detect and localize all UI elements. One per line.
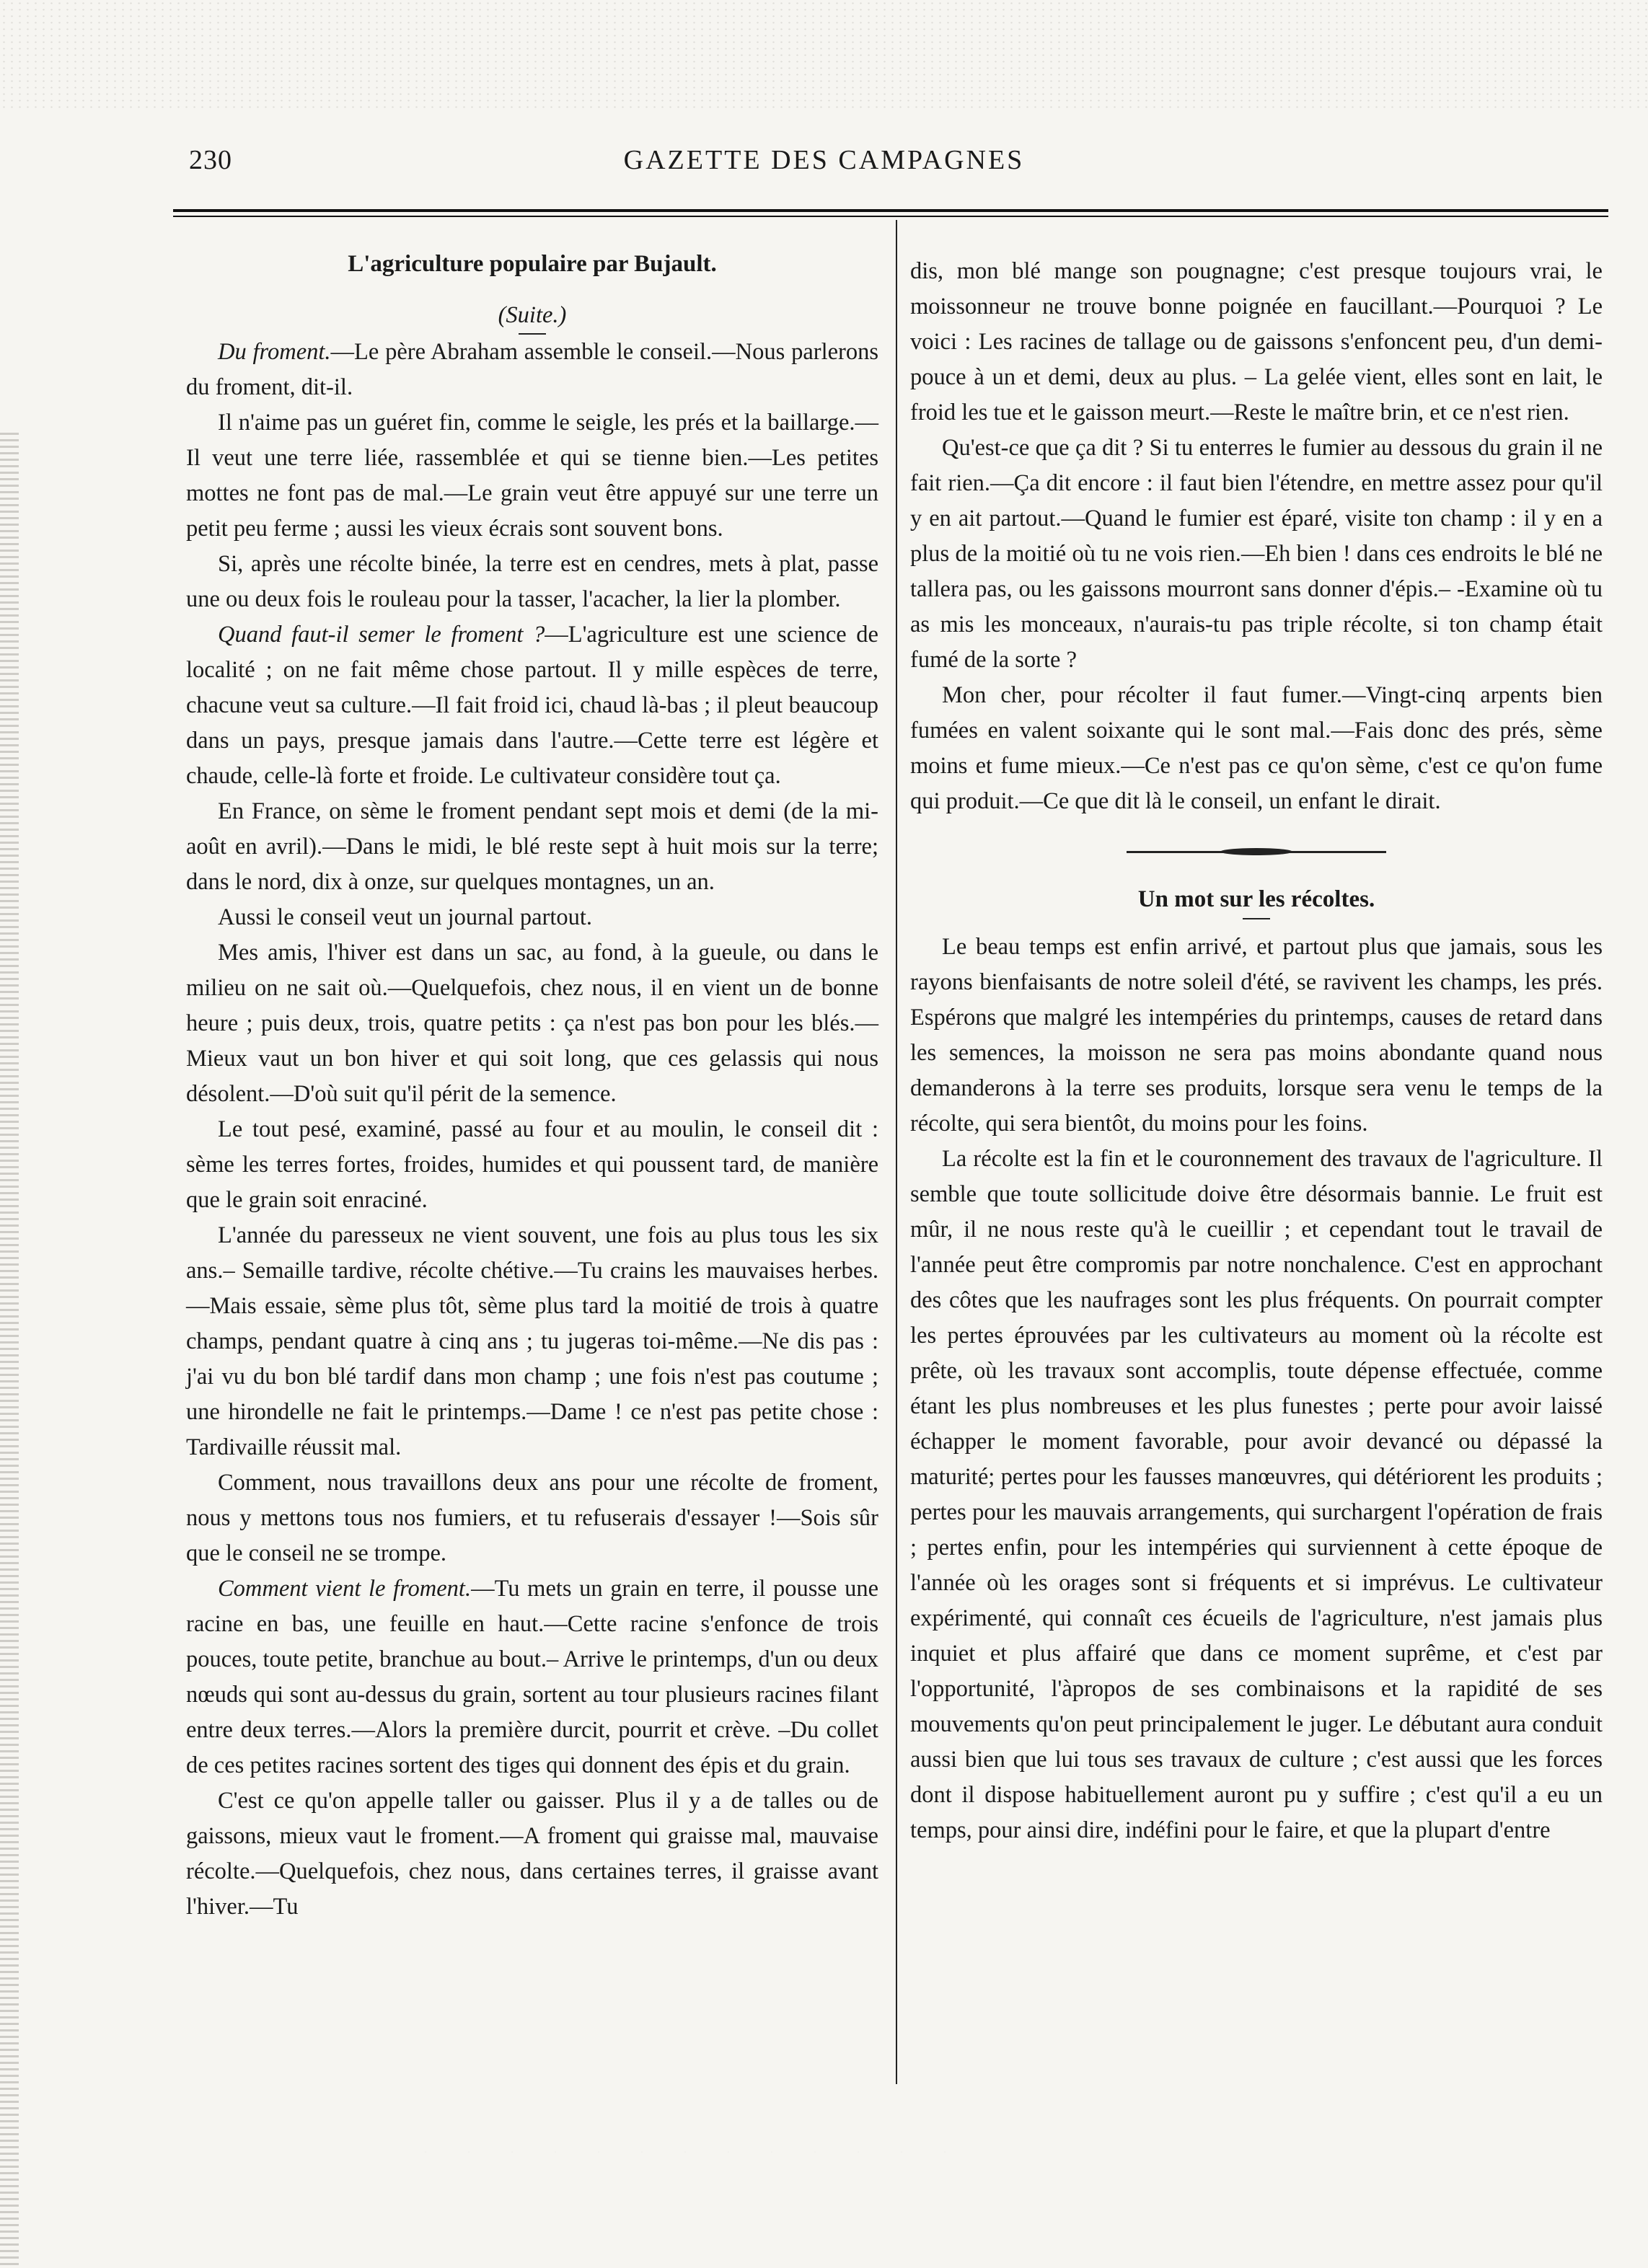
paragraph-text: —Tu mets un grain en terre, il pousse une racine en bas, une feuille en haut.—Cette racine s'enfonce de trois pouces, toute petite, branchue au bout.– Arrive le printemps, d'un ou deux nœuds qui sont au-dessus du grain, sortent au tour plusieurs racines filant entre deux terres.—Alors la première durcit, pourrit et crève. –Du collet de ces petites racines sortent des tiges qui donnent des épis et du grain. [186,1576,878,1778]
article-title: L'agriculture populaire par Bujault. [348,251,717,277]
section-ornament [910,841,1603,862]
paragraph: Le beau temps est enfin arrivé, et partout plus que jamais, sous les rayons bienfaisants de notre soleil d'été, se ravivent les champs, les prés. Espérons que malgré les intempéries du printemps, causes de retard dans les semences, la moisson ne sera pas moins abondante quand nous demanderons à la terre ses produits, lorsque sera venu le temps de la récolte, qui sera bientôt, du moins pour les foins. [910,934,1603,1137]
paragraph: Aussi le conseil veut un journal partout. [218,904,593,930]
footer-specks [404,2149,981,2155]
header-rule-thick [173,209,1608,212]
left-column [186,245,878,1925]
paragraph-lead: Comment vient le froment. [218,1576,472,1602]
right-column [910,254,1603,1848]
paragraph: Mes amis, l'hiver est dans un sac, au fond, à la gueule, ou dans le milieu on ne sait où.—Quelquefois, chez nous, il en vient un de bonne heure ; puis deux, trois, quatre petits : ça n'est pas bon pour les blés.—Mieux vaut un bon hiver et qui soit long, que ces gelassis qui nous désolent.—D'où suit qu'il périt de la semence. [186,940,878,1107]
publication-title: GAZETTE DES CAMPAGNES [623,145,1025,175]
paragraph: Le tout pesé, examiné, passé au four et au moulin, le conseil dit : sème les terres fortes, froides, humides et qui poussent tard, de manière que le grain soit enraciné. [186,1116,878,1213]
paragraph-text: —L'agriculture est une science de localité ; on ne fait même chose partout. Il y mille espèces de terre, chacune veut sa culture.—Il fait froid ici, chaud là-bas ; il pleut beaucoup dans un pays, presque jamais dans l'autre.—Cette terre est légère et chaude, celle-là forte et froide. Le cultivateur considère tout ça. [186,622,878,789]
paragraph: La récolte est la fin et le couronnement des travaux de l'agriculture. Il semble que toute sollicitude doive être désormais bannie. Le fruit est mûr, il ne nous reste qu'à le cueillir ; et cependant tout le travail de l'année peut être compromis par notre nonchalence. C'est en approchant des côtes que les naufrages sont les plus fréquents. On pourrait compter les pertes éprouvées par les cultivateurs au moment où la récolte est prête, où les travaux sont accomplis, toute dépense effectuée, comme étant les plus nombreuses et les plus funestes ; perte pour avoir laissé échapper le moment favorable, pour avoir devancé ou dépassé la maturité; pertes pour les fausses manœuvres, qui détériorent les produits ; pertes pour les mauvais arrangements, qui surchargent l'opération de frais ; pertes enfin, pour les intempéries qui surviennent à cette époque de l'année où les orages sont si fréquents et si imprévus. Le cultivateur expérimenté, qui connaît ces écueils de l'agriculture, n'est jamais plus inquiet et plus affairé que dans ce moment suprême, et c'est par l'opportunité, l'àpropos de ses combinaisons et la rapidité de ses mouvements qu'on peut principalement le juger. Le débutant aura conduit aussi bien que lui tous ses travaux de culture ; c'est aussi que les forces dont il dispose habituellement auront pu y suffire ; c'est qu'il a eu un temps, pour ainsi dire, indéfini pour le faire, et que la plupart d'entre [910,1146,1603,1843]
paragraph: Si, après une récolte binée, la terre est en cendres, mets à plat, passe une ou deux fois le rouleau pour la tasser, l'acacher, la lier la plomber. [186,551,878,612]
running-header [0,144,1648,187]
paragraph: Qu'est-ce que ça dit ? Si tu enterres le fumier au dessous du grain il ne fait rien.—Ça dit encore : il faut bien l'étendre, en mettre assez pour qu'il y en ait partout.—Quand le fumier est éparé, visite ton champ : il y en a plus de la moitié où tu ne vois rien.—Eh bien ! dans ces endroits le blé ne tallera pas, ou les gaissons mourront sans donner d'épis.– -Examine où tu as mis les monceaux, n'aurais-tu pas triple récolte, si ton champ était fumé de la sorte ? [910,435,1603,673]
paragraph: Comment, nous travaillons deux ans pour une récolte de froment, nous y mettons tous nos fumiers, et tu refuserais d'essayer !—Sois sûr que le conseil ne se trompe. [186,1470,878,1566]
paragraph [186,617,878,794]
paragraph-continued: dis, mon blé mange son pougnagne; c'est presque toujours vrai, le moissonneur ne trouve bonne poignée en faucillant.—Pourquoi ? Le voici : Les racines de tallage ou de gaissons s'enfoncent peu, d'un demi-pouce à un et demi, deux au plus. – La gelée vient, elles sont en lait, le froid les tue et le gaisson meurt.—Reste le maître brin, et ce n'est rien. [910,258,1603,425]
paragraph: Il n'aime pas un guéret fin, comme le seigle, les prés et la baillarge.—Il veut une terre liée, rassemblée et qui se tienne bien.—Les petites mottes ne font pas de mal.—Le grain veut être appuyé sur une terre un petit peu ferme ; aussi les vieux écrais sont souvent bons. [186,410,878,542]
paper-speckle [0,0,1648,108]
paragraph: C'est ce qu'on appelle taller ou gaisser. Plus il y a de talles ou de gaissons, mieux vaut le froment.—A froment qui graisse mal, mauvaise récolte.—Quelquefois, chez nous, dans certaines terres, il graisse avant l'hiver.—Tu [186,1788,878,1920]
paragraph: L'année du paresseux ne vient souvent, une fois au plus tous les six ans.– Semaille tardive, récolte chétive.—Tu crains les mauvaises herbes.—Mais essaie, sème plus tôt, sème plus tard la moitié de trois à quatre champs, pendant quatre à cinq ans ; tu jugeras toi-même.—Ne dis pas : j'ai vu du bon blé tardif dans mon champ ; une fois n'est pas coutume ; une hirondelle ne fait le printemps.—Dame ! ce n'est pas petite chose : Tardivaille réussit mal. [186,1222,878,1460]
binding-edge [0,433,19,2268]
paragraph-text: —Le père Abraham assemble le conseil.—Nous parlerons du froment, dit-il. [186,339,878,400]
paragraph: Mon cher, pour récolter il faut fumer.—Vingt-cinq arpents bien fumées en valent soixante qui le sont mal.—Fais donc des prés, sème moins et fume mieux.—Ce n'est pas ce qu'on sème, c'est ce qu'on fume qui produit.—Ce que dit là le conseil, un enfant le dirait. [910,682,1603,814]
paragraph-lead: Du froment. [218,339,331,365]
paragraph [186,1571,878,1783]
paragraph: En France, on sème le froment pendant sept mois et demi (de la mi-août en avril).—Dans le midi, le blé reste sept à huit mois sur la terre; dans le nord, dix à onze, sur quelques montagnes, un an. [186,798,878,895]
paragraph-lead: Quand faut-il semer le froment ? [218,622,545,648]
paragraph [186,335,878,405]
title-dash [1243,918,1270,919]
header-rule-thin [173,216,1608,217]
section-title: Un mot sur les récoltes. [1137,886,1375,912]
ornament-swell [1220,848,1292,855]
column-separator [896,220,897,2084]
page-number: 230 [189,145,232,175]
article-suite: (Suite.) [498,302,567,328]
